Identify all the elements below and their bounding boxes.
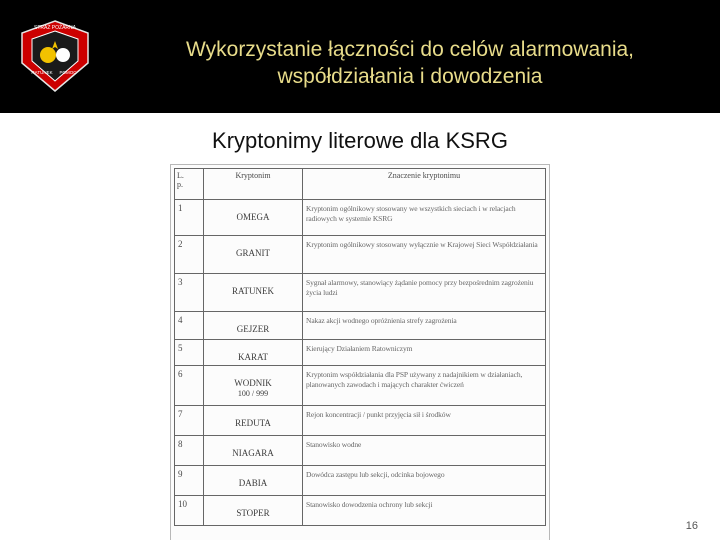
row-kryptonim xyxy=(204,406,303,436)
row-kryptonim xyxy=(204,340,303,366)
slide-subtitle: Kryptonimy literowe dla KSRG xyxy=(212,128,508,153)
row-kryptonim xyxy=(204,312,303,340)
row-number: 3 xyxy=(175,274,204,312)
logo-bottom-right-text: POMOC xyxy=(59,70,77,75)
table-row xyxy=(175,466,546,496)
kryptonim-label: GEJZER xyxy=(236,324,270,334)
header-znaczenie: Znaczenie kryptonimu xyxy=(303,169,546,200)
row-number: 9 xyxy=(175,466,204,496)
row-znaczenie: Nakaz akcji wodnego opróżnienia strefy zagrożenia xyxy=(303,312,546,340)
page-number: 16 xyxy=(685,520,698,532)
table-row xyxy=(175,236,546,274)
header-nr: L. p. xyxy=(175,169,204,200)
kryptonim-label: OMEGA xyxy=(236,212,270,222)
row-number: 7 xyxy=(175,406,204,436)
table-row xyxy=(175,496,546,526)
kryptonim-sub-label: 100 / 999 xyxy=(237,389,269,398)
table-row xyxy=(175,436,546,466)
row-number: 8 xyxy=(175,436,204,466)
row-kryptonim xyxy=(204,466,303,496)
fire-brigade-emblem-icon xyxy=(18,19,92,93)
logo-top-text: STRAŻ POŻARNA xyxy=(34,25,76,31)
table-row xyxy=(175,406,546,436)
kryptonim-label: KARAT xyxy=(237,352,268,362)
kryptonim-label: GRANIT xyxy=(236,248,270,258)
row-znaczenie: Rejon koncentracji / punkt przyjęcia sił i środków xyxy=(303,406,546,436)
row-kryptonim xyxy=(204,200,303,236)
row-number: 10 xyxy=(175,496,204,526)
row-number: 1 xyxy=(175,200,204,236)
row-znaczenie: Kryptonim ogólnikowy stosowany we wszystkich sieciach i w relacjach radiowych w systemie KSRG xyxy=(303,200,546,236)
kryptonim-table-image xyxy=(171,165,549,540)
row-znaczenie: Kryptonim współdziałania dla PSP używany z nadajnikiem w działaniach, planowanych zawodach i mających charakter ćwiczeń xyxy=(303,366,546,406)
slide-title xyxy=(110,36,710,90)
row-kryptonim xyxy=(204,236,303,274)
title-line-1: Wykorzystanie łączności do celów alarmowania, xyxy=(186,38,634,61)
logo-bottom-left-text: RATUNEK xyxy=(31,70,53,75)
header-bar xyxy=(0,0,720,113)
row-znaczenie: Stanowisko dowodzenia ochrony lub sekcji xyxy=(303,496,546,526)
table-header-row xyxy=(175,169,546,200)
row-kryptonim xyxy=(204,496,303,526)
row-number: 2 xyxy=(175,236,204,274)
header-kryptonim: Kryptonim xyxy=(204,169,303,200)
row-znaczenie: Kierujący Działaniem Ratowniczym xyxy=(303,340,546,366)
kryptonim-label: DABIA xyxy=(238,478,268,488)
table-row xyxy=(175,366,546,406)
row-number: 6 xyxy=(175,366,204,406)
row-znaczenie: Sygnał alarmowy, stanowiący żądanie pomocy przy bezpośrednim zagrożeniu życia ludzi xyxy=(303,274,546,312)
table-row xyxy=(175,200,546,236)
kryptonim-table xyxy=(174,168,546,526)
row-znaczenie: Dowódca zastępu lub sekcji, odcinka bojowego xyxy=(303,466,546,496)
row-kryptonim xyxy=(204,274,303,312)
title-line-2: współdziałania i dowodzenia xyxy=(277,65,543,88)
row-znaczenie: Stanowisko wodne xyxy=(303,436,546,466)
row-znaczenie: Kryptonim ogólnikowy stosowany wyłącznie w Krajowej Sieci Współdziałania xyxy=(303,236,546,274)
row-number: 4 xyxy=(175,312,204,340)
kryptonim-label: RATUNEK xyxy=(232,286,274,296)
kryptonim-label: REDUTA xyxy=(235,418,271,428)
row-number: 5 xyxy=(175,340,204,366)
table-row xyxy=(175,340,546,366)
table-row xyxy=(175,274,546,312)
kryptonim-label: WODNIK xyxy=(234,378,272,388)
table-row xyxy=(175,312,546,340)
kryptonim-label: NIAGARA xyxy=(232,448,274,458)
row-kryptonim xyxy=(204,366,303,406)
row-kryptonim xyxy=(204,436,303,466)
kryptonim-label: STOPER xyxy=(236,508,270,518)
